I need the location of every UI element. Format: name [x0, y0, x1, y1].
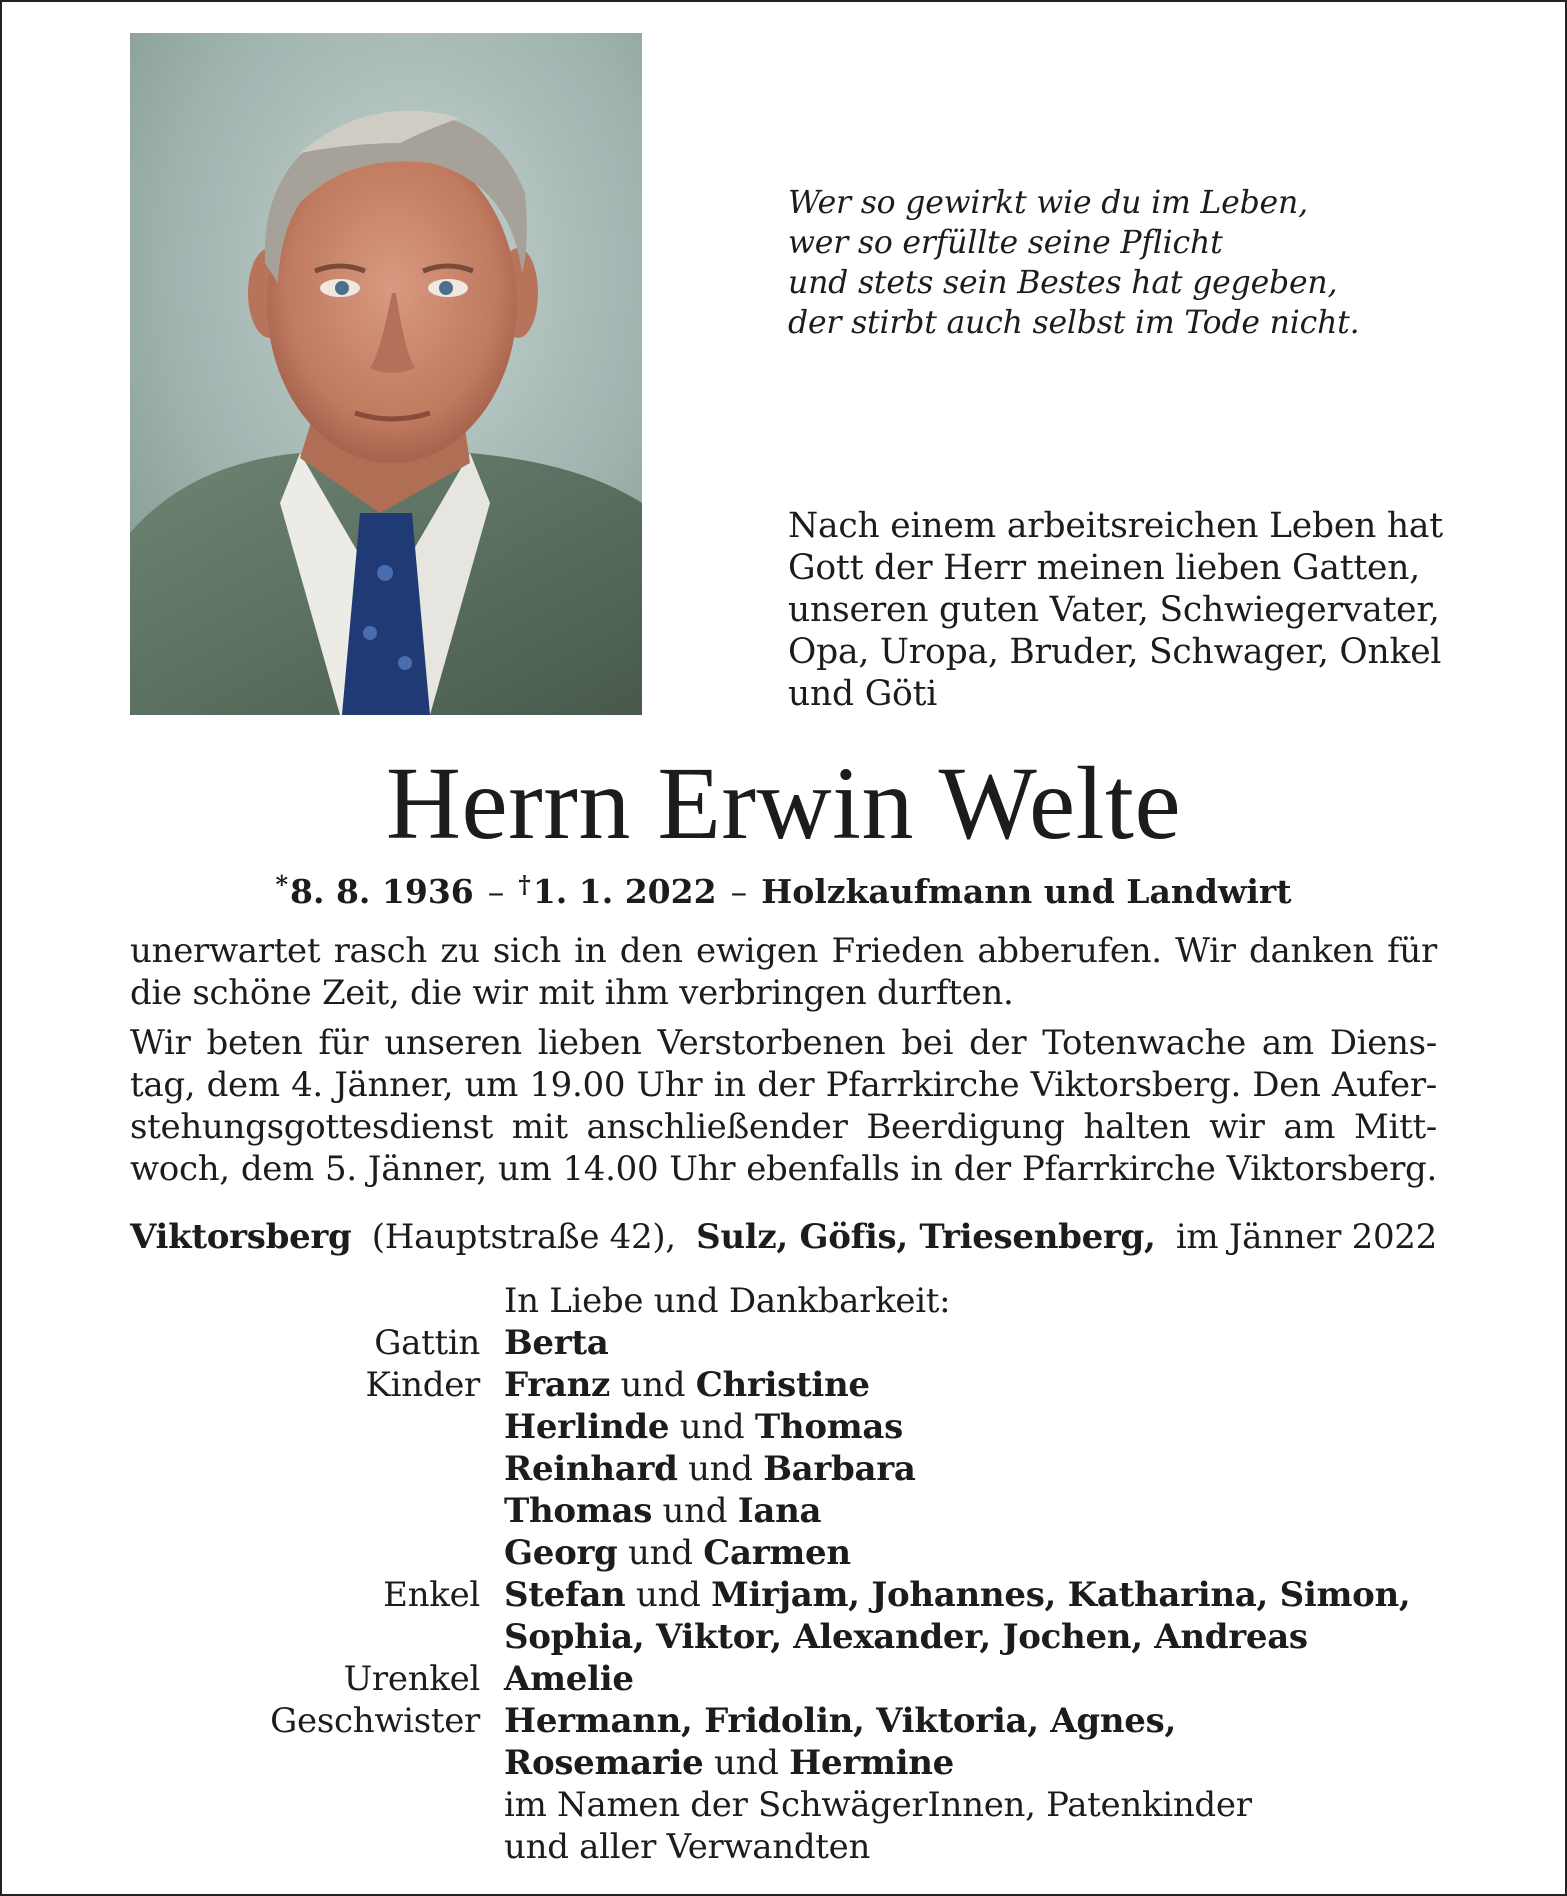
- family-row: [130, 1490, 1450, 1532]
- family-list: [130, 1280, 1450, 1868]
- family-relation: [130, 1826, 504, 1868]
- family-member-name: Georg: [504, 1533, 618, 1573]
- family-relation: Geschwister: [270, 1701, 480, 1741]
- family-connector: und: [703, 1743, 790, 1783]
- body-line: tag, dem 4. Jänner, um 19.00 Uhr in der Pfarrkirche Viktorsberg. Den Aufer-: [130, 1065, 1437, 1105]
- family-member-name: Christine: [695, 1365, 870, 1405]
- family-relation: [130, 1406, 504, 1448]
- family-member-name: Thomas: [754, 1407, 903, 1447]
- poem-line: Wer so gewirkt wie du im Leben,: [788, 185, 1308, 221]
- family-row: [130, 1658, 1450, 1700]
- family-names: [504, 1742, 954, 1784]
- family-connector: und aller Verwandten: [504, 1827, 871, 1867]
- location-place: Viktorsberg: [130, 1217, 352, 1257]
- family-relation: [130, 1490, 504, 1532]
- family-names: [504, 1658, 634, 1700]
- family-names: [504, 1406, 903, 1448]
- body-paragraph-2: [130, 1022, 1437, 1190]
- family-row: [130, 1784, 1450, 1826]
- intro-line: Opa, Uropa, Bruder, Schwager, Onkel: [788, 632, 1442, 672]
- dates-line: [0, 863, 1567, 914]
- family-names: [504, 1364, 870, 1406]
- family-member-name: Berta: [504, 1323, 609, 1363]
- family-relation: Kinder: [365, 1365, 480, 1405]
- location-places: Sulz, Göfis, Triesenberg,: [696, 1217, 1156, 1257]
- family-relation: [130, 1784, 504, 1826]
- family-row: [130, 1532, 1450, 1574]
- family-relation: Enkel: [383, 1575, 480, 1615]
- family-row: [130, 1826, 1450, 1868]
- occupation: Holzkaufmann und Landwirt: [761, 872, 1292, 911]
- poem: [788, 183, 1359, 343]
- family-row: [130, 1742, 1450, 1784]
- family-connector: und: [652, 1491, 738, 1531]
- family-relation: Gattin: [374, 1323, 480, 1363]
- family-member-name: Carmen: [703, 1533, 851, 1573]
- family-member-name: Franz: [504, 1365, 611, 1405]
- family-relation: [130, 1532, 504, 1574]
- location-date: im Jänner 2022: [1175, 1217, 1437, 1257]
- birth-symbol: *: [275, 870, 289, 899]
- body-line: unerwartet rasch zu sich in den ewigen Frieden abberufen. Wir danken für: [130, 931, 1437, 971]
- family-heading-row: [130, 1280, 1450, 1322]
- portrait-image: [130, 33, 642, 715]
- intro-line: und Göti: [788, 674, 938, 714]
- family-names: [504, 1574, 1410, 1616]
- poem-line: wer so erfüllte seine Pflicht: [788, 225, 1223, 261]
- family-member-name: Iana: [737, 1491, 822, 1531]
- intro-line: Nach einem arbeitsreichen Leben hat: [788, 506, 1443, 546]
- birth-date: 8. 8. 1936: [290, 872, 474, 911]
- family-row: [130, 1406, 1450, 1448]
- family-connector: und: [625, 1575, 712, 1615]
- intro-line: Gott der Herr meinen lieben Gatten,: [788, 548, 1421, 588]
- body-paragraph-1: [130, 930, 1437, 1014]
- intro-line: unseren guten Vater, Schwiegervater,: [788, 590, 1440, 630]
- location-address: (Hauptstraße 42),: [371, 1217, 676, 1257]
- separator: –: [487, 872, 505, 911]
- family-relation: [130, 1616, 504, 1658]
- body-line: Wir beten für unseren lieben Verstorbenen bei der Totenwache am Diens-: [130, 1023, 1437, 1063]
- family-member-name: Reinhard: [504, 1449, 678, 1489]
- location-line: [130, 1215, 1437, 1259]
- family-connector: und: [617, 1533, 704, 1573]
- family-row: [130, 1616, 1450, 1658]
- family-names: [504, 1322, 609, 1364]
- family-member-name: Sophia, Viktor, Alexander, Jochen, Andreas: [504, 1617, 1308, 1657]
- family-member-name: Hermine: [789, 1743, 954, 1783]
- portrait-photo: [130, 33, 642, 715]
- family-heading: In Liebe und Dankbarkeit:: [504, 1281, 951, 1321]
- family-names: [504, 1532, 851, 1574]
- family-row: [130, 1364, 1450, 1406]
- family-names: [504, 1616, 1308, 1658]
- family-member-name: Stefan: [504, 1575, 626, 1615]
- family-row: [130, 1322, 1450, 1364]
- family-row: [130, 1700, 1450, 1742]
- family-names: [504, 1784, 1252, 1826]
- family-relation: [130, 1742, 504, 1784]
- family-names: [504, 1490, 821, 1532]
- deceased-name: Herrn Erwin Welte: [385, 746, 1182, 861]
- family-connector: im Namen der SchwägerInnen, Patenkinder: [504, 1785, 1252, 1825]
- separator: –: [730, 872, 748, 911]
- family-names: [504, 1700, 1176, 1742]
- body-line: die schöne Zeit, die wir mit ihm verbringen durften.: [130, 973, 1014, 1013]
- family-row: [130, 1574, 1450, 1616]
- family-names: [504, 1826, 870, 1868]
- family-connector: und: [677, 1449, 764, 1489]
- family-member-name: Barbara: [763, 1449, 916, 1489]
- family-member-name: Rosemarie: [504, 1743, 704, 1783]
- family-names: [504, 1448, 916, 1490]
- family-connector: und: [669, 1407, 755, 1447]
- poem-line: der stirbt auch selbst im Tode nicht.: [788, 305, 1360, 341]
- death-date: 1. 1. 2022: [532, 872, 717, 911]
- death-symbol: †: [518, 870, 531, 899]
- family-member-name: Herlinde: [504, 1407, 670, 1447]
- family-row: [130, 1448, 1450, 1490]
- family-connector: und: [610, 1365, 696, 1405]
- family-member-name: Amelie: [504, 1659, 634, 1699]
- poem-line: und stets sein Bestes hat gegeben,: [788, 265, 1338, 301]
- body-line: stehungsgottesdienst mit anschließender Beerdigung halten wir am Mitt-: [130, 1107, 1437, 1147]
- family-relation: Urenkel: [343, 1659, 480, 1699]
- intro-text: [788, 505, 1443, 715]
- body-line: woch, dem 5. Jänner, um 14.00 Uhr ebenfalls in der Pfarrkirche Viktorsberg.: [130, 1149, 1437, 1189]
- family-member-name: Thomas: [504, 1491, 653, 1531]
- family-member-name: Hermann, Fridolin, Viktoria, Agnes,: [504, 1701, 1176, 1741]
- family-member-name: Mirjam, Johannes, Katharina, Simon,: [711, 1575, 1411, 1615]
- family-relation: [130, 1448, 504, 1490]
